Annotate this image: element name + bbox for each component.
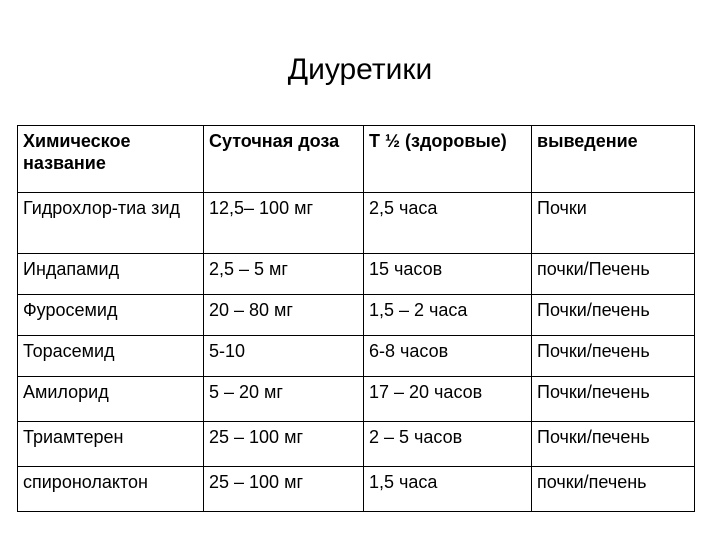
header-half-life: T ½ (здоровые) xyxy=(364,126,532,193)
table-row xyxy=(18,422,695,467)
table-row xyxy=(18,193,695,254)
cell-elimination: Почки/печень xyxy=(532,422,695,467)
cell-elimination: почки/печень xyxy=(532,467,695,512)
cell-elimination: Почки/печень xyxy=(532,295,695,336)
cell-half-life: 6-8 часов xyxy=(364,336,532,377)
cell-elimination: почки/Печень xyxy=(532,254,695,295)
cell-daily-dose: 12,5– 100 мг xyxy=(204,193,364,254)
header-chemical-name: Химическое название xyxy=(18,126,204,193)
cell-chemical-name: спиронолактон xyxy=(18,467,204,512)
cell-half-life: 1,5 – 2 часа xyxy=(364,295,532,336)
cell-elimination: Почки/печень xyxy=(532,377,695,422)
cell-half-life: 2 – 5 часов xyxy=(364,422,532,467)
table-row xyxy=(18,467,695,512)
cell-chemical-name: Гидрохлор-тиа зид xyxy=(18,193,204,254)
cell-daily-dose: 25 – 100 мг xyxy=(204,422,364,467)
table-row xyxy=(18,377,695,422)
cell-daily-dose: 25 – 100 мг xyxy=(204,467,364,512)
cell-chemical-name: Амилорид xyxy=(18,377,204,422)
cell-half-life: 15 часов xyxy=(364,254,532,295)
cell-chemical-name: Триамтерен xyxy=(18,422,204,467)
table-row xyxy=(18,295,695,336)
diuretics-table xyxy=(17,125,695,512)
cell-daily-dose: 5-10 xyxy=(204,336,364,377)
cell-daily-dose: 5 – 20 мг xyxy=(204,377,364,422)
cell-elimination: Почки/печень xyxy=(532,336,695,377)
table-row xyxy=(18,254,695,295)
cell-daily-dose: 20 – 80 мг xyxy=(204,295,364,336)
slide-title: Диуретики xyxy=(287,53,433,86)
cell-chemical-name: Торасемид xyxy=(18,336,204,377)
cell-elimination: Почки xyxy=(532,193,695,254)
header-elimination: выведение xyxy=(532,126,695,193)
cell-half-life: 1,5 часа xyxy=(364,467,532,512)
table-header-row xyxy=(18,126,695,193)
cell-daily-dose: 2,5 – 5 мг xyxy=(204,254,364,295)
cell-chemical-name: Фуросемид xyxy=(18,295,204,336)
table-row xyxy=(18,336,695,377)
cell-half-life: 17 – 20 часов xyxy=(364,377,532,422)
cell-half-life: 2,5 часа xyxy=(364,193,532,254)
header-daily-dose: Суточная доза xyxy=(204,126,364,193)
cell-chemical-name: Индапамид xyxy=(18,254,204,295)
